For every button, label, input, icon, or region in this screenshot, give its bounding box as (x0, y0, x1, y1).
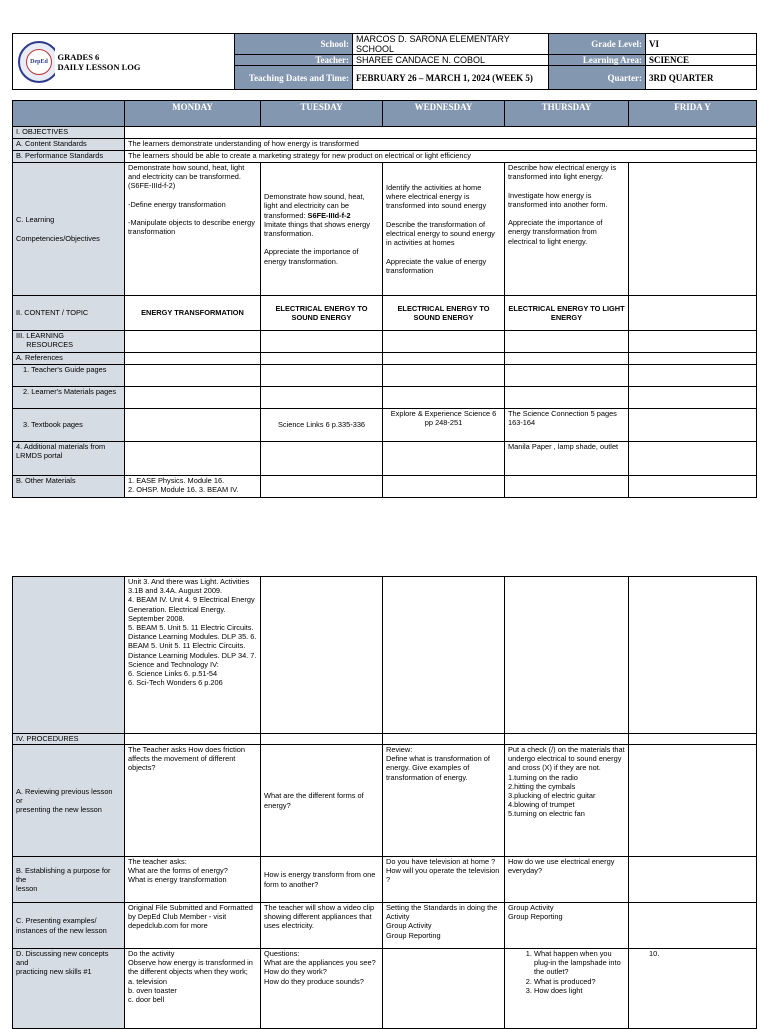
discuss-monday: Do the activity Observe how energy is transformed in the different objects when they work; a. television b. oven toaster c. door bell (125, 949, 261, 1029)
day-tuesday: TUESDAY (261, 101, 383, 127)
dates-value: FEBRUARY 26 – MARCH 1, 2024 (WEEK 5) (353, 66, 549, 90)
content-tuesday: ELECTRICAL ENERGY TO SOUND ENERGY (261, 296, 383, 331)
discussing-label: D. Discussing new concepts and practicing new skills #1 (13, 949, 125, 1029)
examples-monday: Original File Submitted and Formatted by DepEd Club Member - visit depedclub.com for more (125, 903, 261, 949)
purpose-tuesday: How is energy transform from one form to another? (261, 857, 383, 903)
content-monday: ENERGY TRANSFORMATION (125, 296, 261, 331)
deped-seal-icon (18, 41, 55, 83)
textbook-pages-label: 3. Textbook pages (13, 409, 125, 442)
dates-label: Teaching Dates and Time: (235, 66, 353, 90)
log-title (55, 34, 235, 90)
purpose-monday: The teacher asks: What are the forms of energy? What is energy transformation (125, 857, 261, 903)
quarter-label: Quarter: (549, 66, 646, 90)
examples-tuesday: The teacher will show a video clip showing different appliances that uses electricity. (261, 903, 383, 949)
area-value: SCIENCE (646, 55, 757, 66)
content-wednesday: ELECTRICAL ENERGY TO SOUND ENERGY (383, 296, 505, 331)
review-tuesday: What are the different forms of energy? (261, 745, 383, 857)
corner-cell (13, 101, 125, 127)
teacher-value: SHAREE CANDACE N. COBOL (353, 55, 549, 66)
lesson-table-page1 (12, 100, 757, 498)
quarter-value: 3RD QUARTER (646, 66, 757, 90)
competencies-label (13, 163, 125, 296)
other-materials-label: B. Other Materials (13, 476, 125, 498)
title-line1: GRADES 6 (57, 51, 100, 62)
content-standards-text: The learners demonstrate understanding of how energy is transformed (125, 139, 757, 151)
review-thursday: Put a check (/) on the materials that undergo electrical to sound energy and cross (X) if they are not. 1.turning on the radio 2.hitting the cymbals 3.plucking of electric guitar 4.blowing of trumpet 5.turning on electric fan (505, 745, 629, 857)
examples-thursday: Group Activity Group Reporting (505, 903, 629, 949)
performance-standards-text: The learners should be able to create a marketing strategy for new product on electrical or light efficiency (125, 151, 757, 163)
title-line2: DAILY LESSON LOG (57, 61, 141, 72)
list-item: 3. How does light (534, 986, 625, 995)
seal-text: DepEd (26, 49, 52, 75)
purpose-thursday: How do we use electrical energy everyday? (505, 857, 629, 903)
textbook-thursday: The Science Connection 5 pages 163-164 (505, 409, 629, 442)
examples-label: C. Presenting examples/ instances of the new lesson (13, 903, 125, 949)
content-thursday: ELECTRICAL ENERGY TO LIGHT ENERGY (505, 296, 629, 331)
additional-materials-thursday: Manila Paper , lamp shade, outlet (505, 442, 629, 476)
lm-pages-label: 2. Learner's Materials pages (13, 387, 125, 409)
day-thursday: THURSDAY (505, 101, 629, 127)
references-label: A. References (13, 353, 125, 365)
competency-tuesday (261, 163, 383, 296)
additional-materials-label: 4. Additional materials from LRMDS portal (13, 442, 125, 476)
day-wednesday: WEDNESDAY (383, 101, 505, 127)
content-topic-label: II. CONTENT / TOPIC (13, 296, 125, 331)
learning-resources-label: III. LEARNING RESOURCES (13, 331, 125, 353)
school-label: School: (235, 34, 353, 55)
procedures-label: IV. PROCEDURES (13, 734, 125, 745)
school-value: MARCOS D. SARONA ELEMENTARY SCHOOL (353, 34, 549, 55)
competency-thursday: Describe how electrical energy is transformed into light energy. Investigate how energy is transformed into another form. Appreciate the importance of energy transformation from electrical to light energy. (505, 163, 629, 296)
grade-value: VI (646, 34, 757, 55)
textbook-wednesday: Explore & Experience Science 6 pp 248-251 (383, 409, 505, 442)
textbook-tuesday: Science Links 6 p.335-336 (261, 409, 383, 442)
competency-tuesday-b: Imitate things that shows energy transformation. Appreciate the importance of energy transformation. (264, 219, 370, 266)
competency-wednesday: Identify the activities at home where electrical energy is transformed into sound energy Describe the transformation of electrical energy to sound energy in activities at homes Appreciate the value of energy transformation (383, 163, 505, 296)
day-monday: MONDAY (125, 101, 261, 127)
review-monday: The Teacher asks How does friction affects the movement of different objects? (125, 745, 261, 857)
examples-wednesday: Setting the Standards in doing the Activity Group Activity Group Reporting (383, 903, 505, 949)
purpose-wednesday: Do you have television at home ? How will you operate the television ? (383, 857, 505, 903)
review-wednesday: Review: Define what is transformation of energy. Give examples of transformation of energy. (383, 745, 505, 857)
teacher-label: Teacher: (235, 55, 353, 66)
deped-seal-cell (13, 34, 55, 90)
lesson-table-page2 (12, 576, 757, 1029)
competency-tuesday-a: Demonstrate how sound, heat, light and electricity can be transformed: (264, 192, 365, 220)
purpose-label: B. Establishing a purpose for the lesson (13, 857, 125, 903)
other-materials-monday: 1. EASE Physics. Module 16. 2. OHSP. Module 16. 3. BEAM IV. (125, 476, 261, 498)
list-item: 1. What happen when you plug-in the lampshade into the outlet? (534, 949, 625, 977)
discuss-thursday (505, 949, 629, 1029)
discuss-tuesday: Questions: What are the appliances you see? How do they work? How do they produce sounds? (261, 949, 383, 1029)
other-materials-continued: Unit 3. And there was Light. Activities 3.1B and 3.4A. August 2009. 4. BEAM IV. Unit 4. 9 Electrical Energy Generation. Electrical Energy. September 2008. 5. BEAM 5. Unit 5. 11 Electric Circuits. Distance Learning Modules. DLP 35. 6. BEAM 5. Unit 5. 11 Electric Circuits. Distance Learning Modules. DLP 34. 7. Science and Technology IV: 6. Science Links 6. p.51-54 6. Sci-Tech Wonders 6 p.206 (125, 577, 261, 734)
content-standards-label: A. Content Standards (13, 139, 125, 151)
competencies-label-2: Competencies/Objectives (16, 233, 100, 243)
header-table (12, 33, 757, 90)
grade-label: Grade Level: (549, 34, 646, 55)
performance-standards-label: B. Performance Standards (13, 151, 125, 163)
competency-tuesday-code: S6FE-IIId-f-2 (307, 210, 351, 220)
competency-monday: Demonstrate how sound, heat, light and electricity can be transformed. (S6FE-IIId-f-2) -Define energy transformation -Manipulate objects to describe energy transformation (125, 163, 261, 296)
content-friday (629, 296, 757, 331)
reviewing-label: A. Reviewing previous lesson or presenting the new lesson (13, 745, 125, 857)
discuss-thursday-list (508, 949, 625, 995)
competencies-label-1: C. Learning (16, 215, 55, 225)
objectives-row (125, 127, 757, 139)
discuss-friday: 10. (629, 949, 757, 1029)
list-item: 2. What is produced? (534, 977, 625, 986)
area-label: Learning Area: (549, 55, 646, 66)
objectives-label: I. OBJECTIVES (13, 127, 125, 139)
competency-friday (629, 163, 757, 296)
tg-pages-label: 1. Teacher's Guide pages (13, 365, 125, 387)
day-friday: FRIDA Y (629, 101, 757, 127)
